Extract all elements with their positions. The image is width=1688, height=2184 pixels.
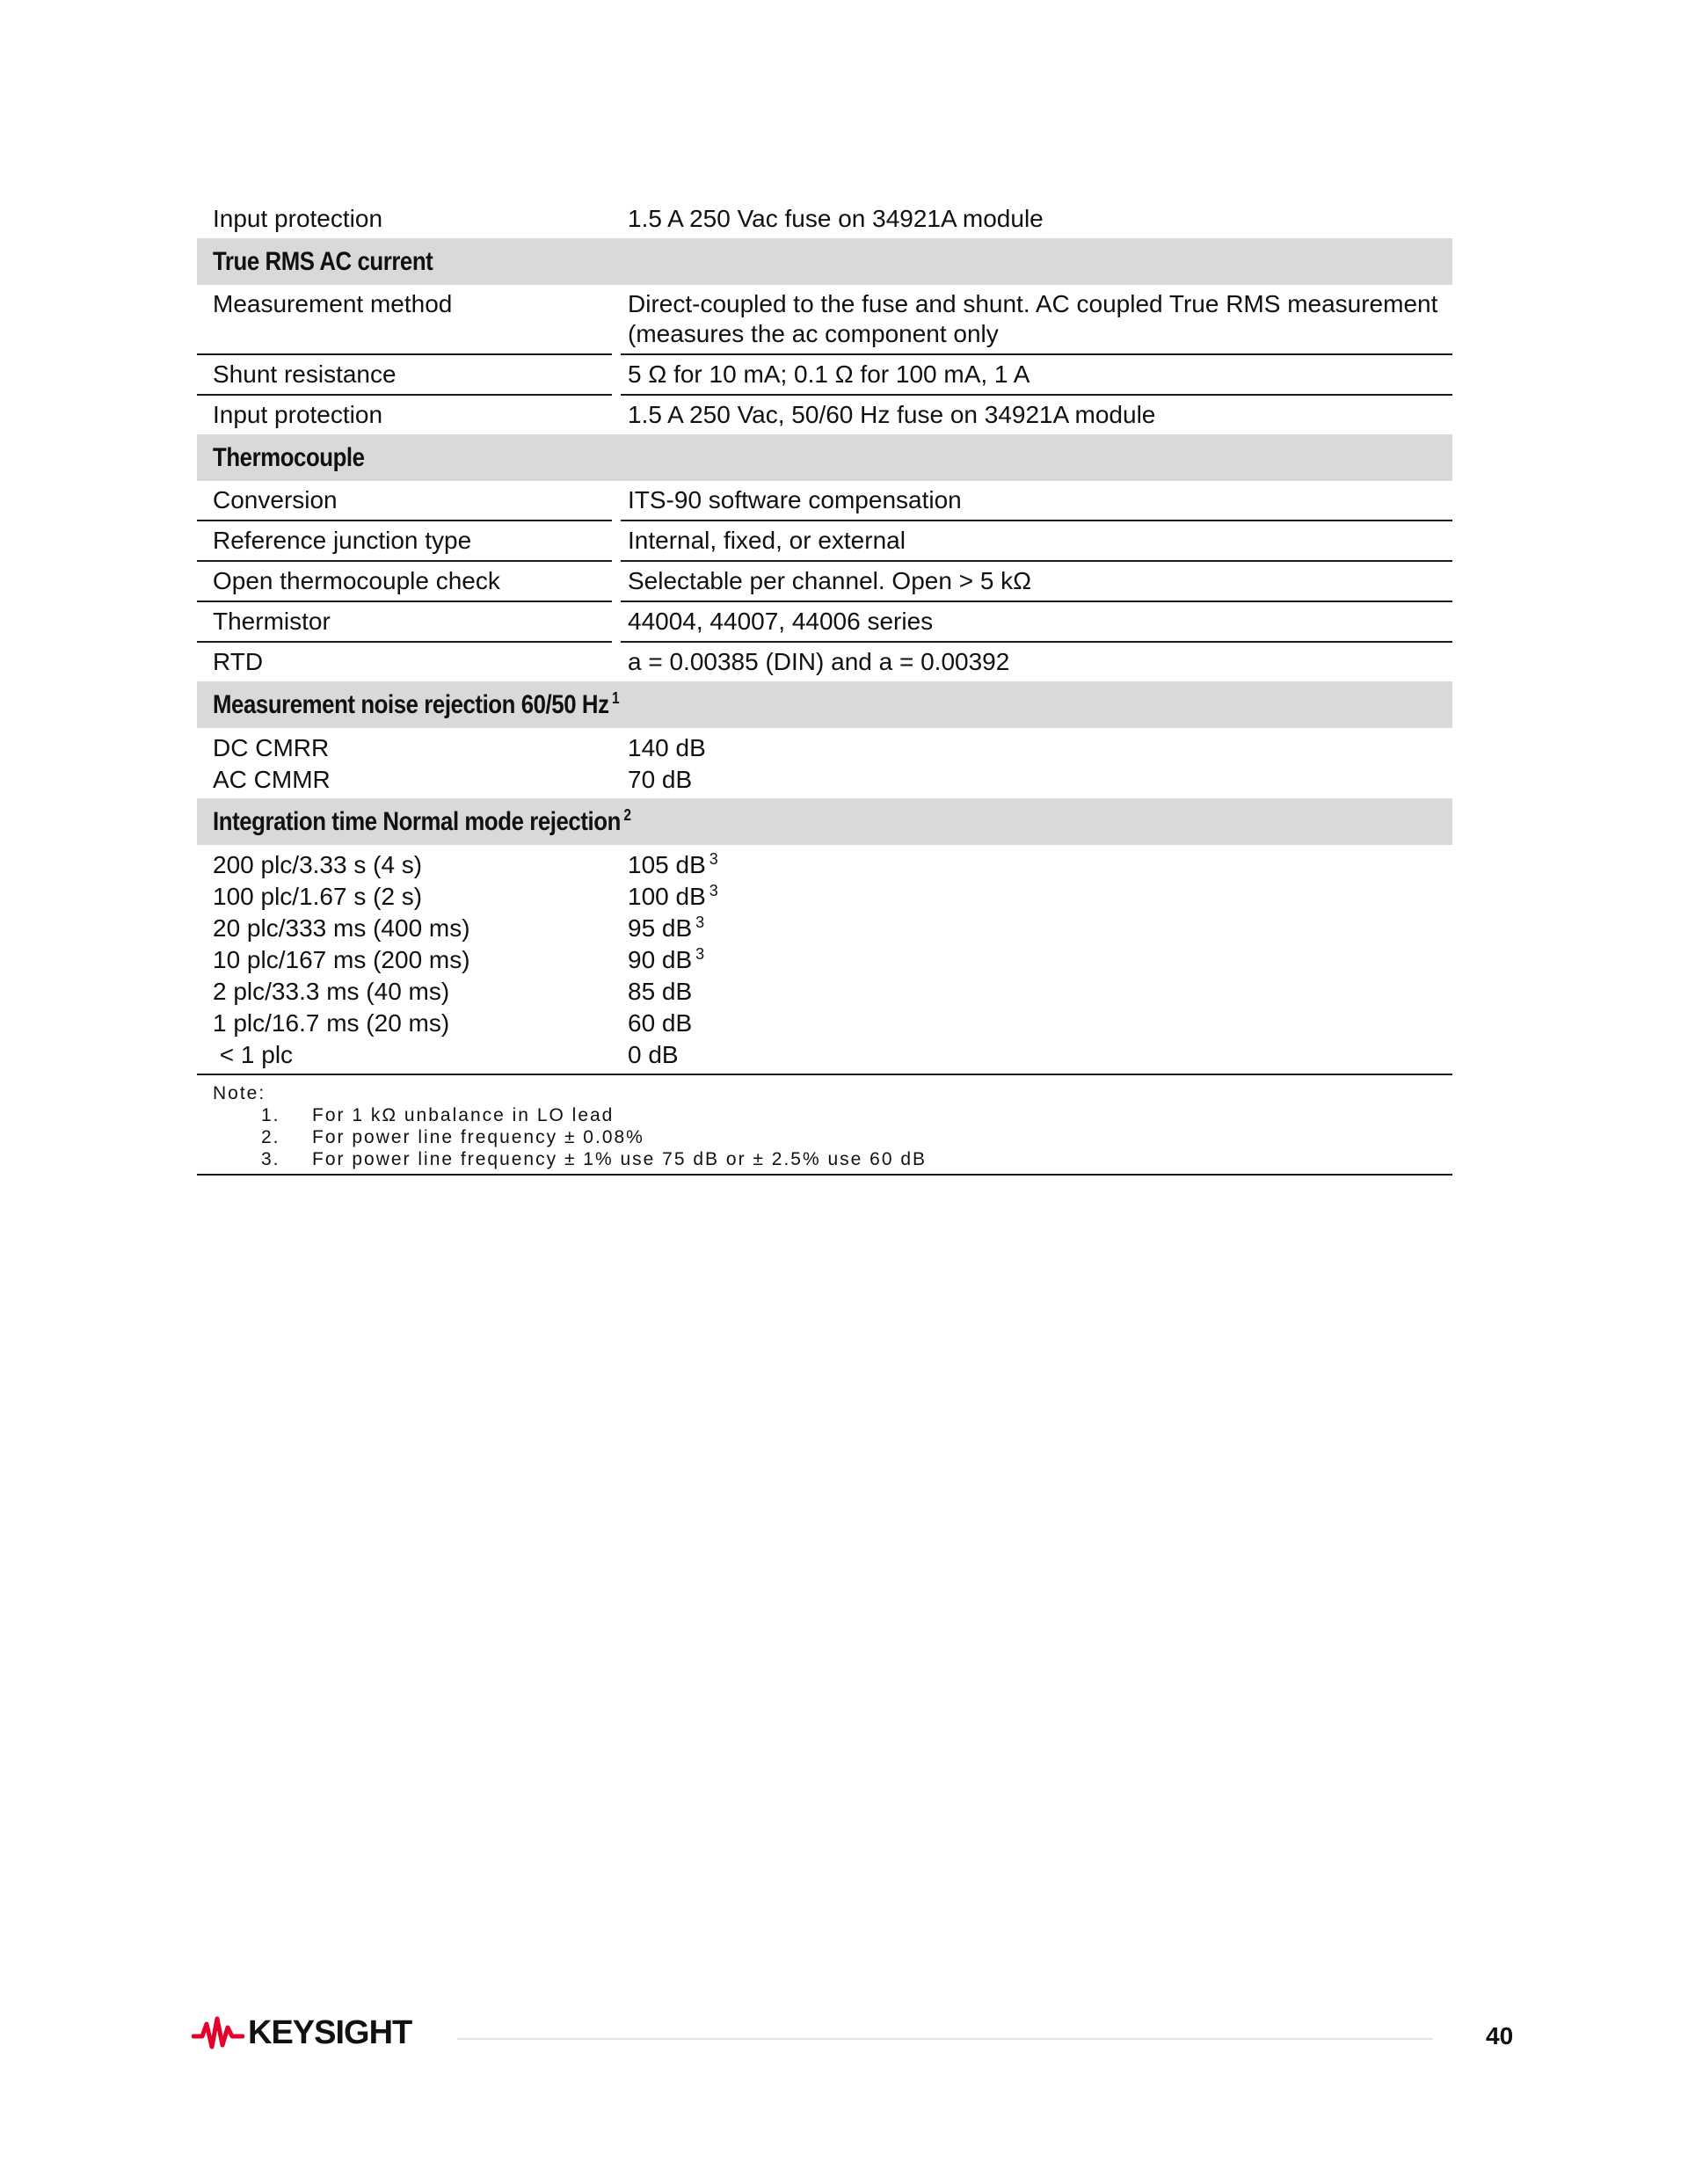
spec-label: 100 plc/1.67 s (2 s) — [213, 883, 423, 910]
note-text: For power line frequency ± 1% use 75 dB or ± 2.5% use 60 dB — [312, 1149, 928, 1169]
notes-block — [197, 1075, 1452, 1176]
brand-name: KEYSIGHT — [248, 2013, 412, 2051]
note-item — [213, 1126, 1452, 1148]
spec-value: Direct-coupled to the fuse and shunt. AC coupled True RMS measurement (measures the ac component only — [621, 285, 1452, 355]
spec-label: Conversion — [197, 481, 612, 521]
spec-row — [197, 200, 1452, 238]
spec-label: AC CMMR — [213, 766, 331, 793]
spec-value: 95 dB — [628, 914, 693, 942]
spec-value-wrap — [621, 912, 1452, 943]
spec-row — [197, 763, 1452, 795]
footer-divider — [457, 2038, 1433, 2040]
notes-heading: Note: — [213, 1083, 266, 1103]
keysight-wave-icon — [192, 2013, 244, 2052]
page-number: 40 — [1486, 2022, 1514, 2049]
spec-row — [197, 481, 1452, 521]
spec-row — [197, 396, 1452, 434]
spec-value: Selectable per channel. Open > 5 kΩ — [621, 562, 1452, 602]
spec-label: Shunt resistance — [197, 355, 612, 396]
spec-label: Input protection — [213, 401, 383, 428]
spec-value-wrap — [621, 880, 1452, 912]
section-title: Measurement noise rejection 60/50 Hz — [213, 689, 609, 719]
spec-row — [197, 848, 1452, 880]
spec-value: 5 Ω for 10 mA; 0.1 Ω for 100 mA, 1 A — [621, 355, 1452, 396]
note-number: 3. — [261, 1149, 280, 1169]
spec-label: 2 plc/33.3 ms (40 ms) — [213, 978, 450, 1005]
spec-label: < 1 plc — [213, 1041, 294, 1068]
spec-row — [197, 732, 1452, 763]
spec-value: 90 dB — [628, 946, 693, 973]
spec-row — [197, 355, 1452, 396]
spec-value-wrap — [621, 848, 1452, 880]
spec-value: a = 0.00385 (DIN) and a = 0.00392 — [628, 648, 1010, 675]
spec-value: 44004, 44007, 44006 series — [621, 602, 1452, 643]
spec-label: 200 plc/3.33 s (4 s) — [213, 851, 423, 878]
spec-row — [197, 285, 1452, 355]
footnote-ref: 3 — [695, 913, 705, 931]
section-header-integration-time — [197, 798, 1452, 845]
spec-label: 20 plc/333 ms (400 ms) — [213, 914, 470, 942]
noise-rows — [197, 728, 1452, 798]
section-title-wrap — [213, 690, 619, 720]
spec-value: 0 dB — [628, 1041, 679, 1068]
spec-value: 60 dB — [628, 1009, 693, 1037]
spec-row — [197, 1038, 1452, 1070]
spec-row — [197, 521, 1452, 562]
spec-value: 140 dB — [628, 734, 706, 761]
note-text: For 1 kΩ unbalance in LO lead — [312, 1105, 615, 1125]
spec-value: Internal, fixed, or external — [621, 521, 1452, 562]
spec-label: RTD — [213, 648, 264, 675]
integration-rows — [197, 845, 1452, 1075]
spec-label: 1 plc/16.7 ms (20 ms) — [213, 1009, 450, 1037]
section-title: Thermocouple — [213, 442, 365, 472]
note-number: 2. — [261, 1127, 280, 1147]
spec-label: DC CMRR — [213, 734, 330, 761]
spec-label: Open thermocouple check — [197, 562, 612, 602]
spec-label: 10 plc/167 ms (200 ms) — [213, 946, 470, 973]
footnote-ref: 3 — [695, 944, 705, 963]
spec-value-wrap — [621, 943, 1452, 975]
spec-value: 70 dB — [628, 766, 693, 793]
note-number: 1. — [261, 1105, 280, 1125]
footnote-ref: 2 — [623, 805, 631, 824]
note-item — [213, 1148, 1452, 1170]
spec-label: Thermistor — [197, 602, 612, 643]
note-item — [213, 1104, 1452, 1126]
spec-value: 100 dB — [628, 883, 706, 910]
spec-value: ITS-90 software compensation — [621, 481, 1452, 521]
section-title: Integration time Normal mode rejection — [213, 806, 621, 836]
note-text: For power line frequency ± 0.08% — [312, 1127, 644, 1147]
footnote-ref: 3 — [709, 849, 718, 868]
spec-row — [197, 602, 1452, 643]
spec-row — [197, 943, 1452, 975]
spec-label: Input protection — [213, 205, 383, 232]
spec-row — [197, 975, 1452, 1007]
spec-value: 1.5 A 250 Vac, 50/60 Hz fuse on 34921A module — [628, 401, 1156, 428]
spec-value: 85 dB — [628, 978, 693, 1005]
keysight-logo — [192, 2013, 411, 2052]
footnote-ref: 3 — [709, 881, 718, 899]
section-header-thermocouple — [197, 434, 1452, 481]
footnote-ref: 1 — [611, 688, 620, 707]
spec-value: 1.5 A 250 Vac fuse on 34921A module — [628, 205, 1044, 232]
spec-row — [197, 880, 1452, 912]
section-header-noise-rejection — [197, 681, 1452, 728]
spec-label: Measurement method — [197, 285, 612, 355]
section-title: True RMS AC current — [213, 246, 433, 276]
spec-row — [197, 1007, 1452, 1038]
spec-label: Reference junction type — [197, 521, 612, 562]
section-title-wrap — [213, 807, 631, 837]
spec-row — [197, 912, 1452, 943]
spec-row — [197, 562, 1452, 602]
section-header-true-rms — [197, 238, 1452, 285]
spec-row — [197, 643, 1452, 681]
spec-table — [197, 200, 1452, 1176]
spec-value: 105 dB — [628, 851, 706, 878]
